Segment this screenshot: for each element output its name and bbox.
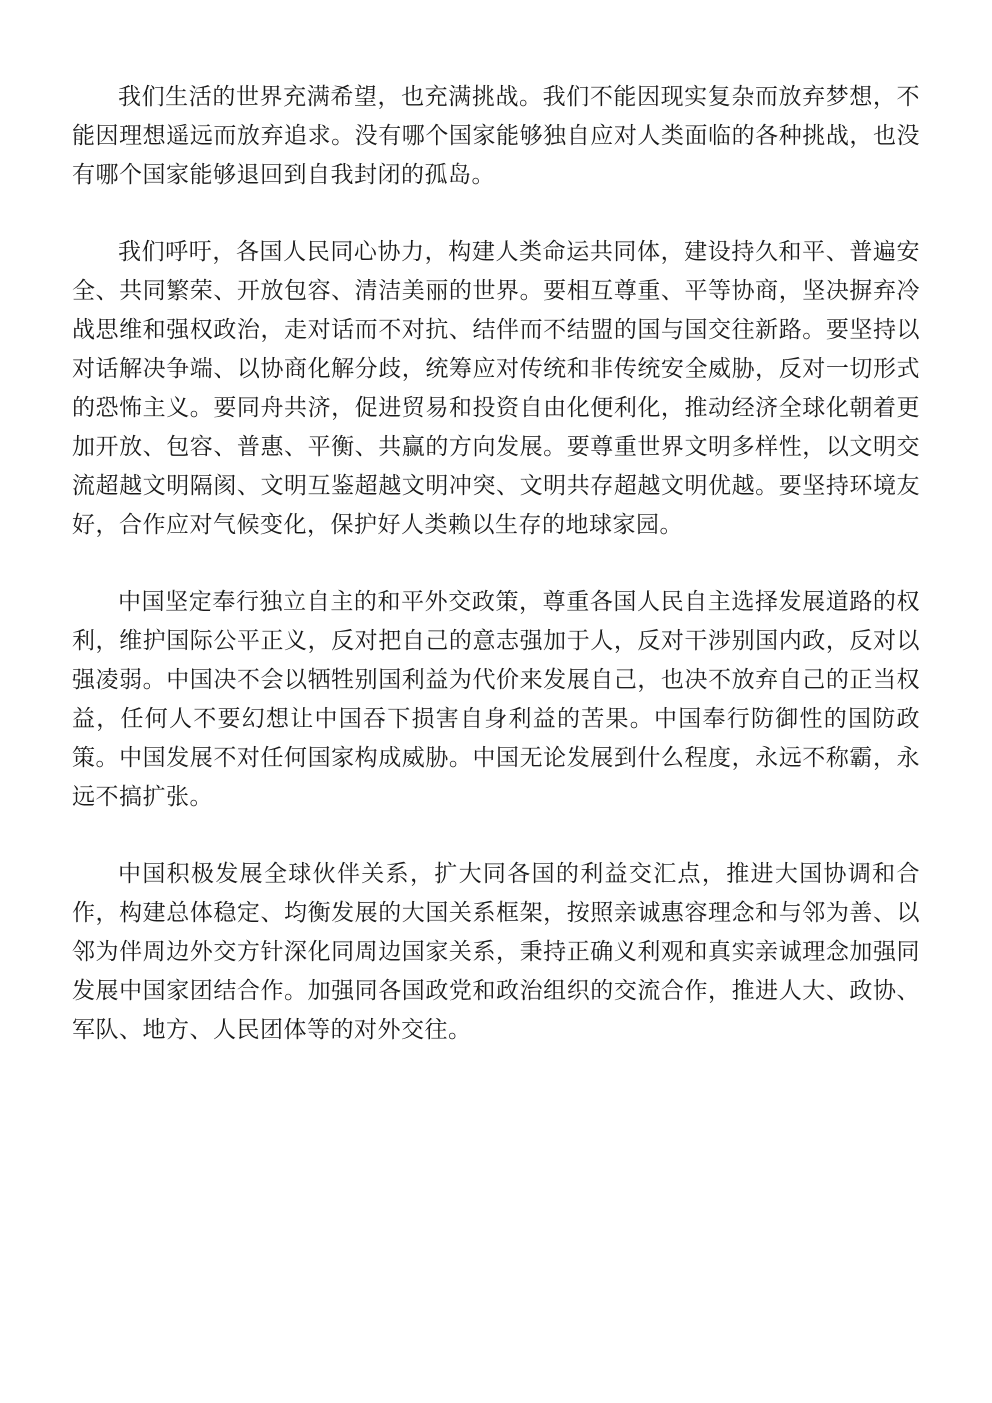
document-body [72,78,920,1088]
paragraph-world-hope: 我们生活的世界充满希望，也充满挑战。我们不能因现实复杂而放弃梦想，不能因理想遥远而放弃追求。没有哪个国家能够独自应对人类面临的各种挑战，也没有哪个国家能够退回到自我封闭的孤岛。 [72,84,920,188]
paragraph-community-shared-future: 我们呼吁，各国人民同心协力，构建人类命运共同体，建设持久和平、普遍安全、共同繁荣、开放包容、清洁美丽的世界。要相互尊重、平等协商，坚决摒弃冷战思维和强权政治，走对话而不对抗、结伴而不结盟的国与国交往新路。要坚持以对话解决争端、以协商化解分歧，统筹应对传统和非传统安全威胁，反对一切形式的恐怖主义。要同舟共济，促进贸易和投资自由化便利化，推动经济全球化朝着更加开放、包容、普惠、平衡、共赢的方向发展。要尊重世界文明多样性，以文明交流超越文明隔阂、文明互鉴超越文明冲突、文明共存超越文明优越。要坚持环境友好，合作应对气候变化，保护好人类赖以生存的地球家园。 [72,239,920,538]
paragraph-global-partnerships: 中国积极发展全球伙伴关系，扩大同各国的利益交汇点，推进大国协调和合作，构建总体稳定、均衡发展的大国关系框架，按照亲诚惠容理念和与邻为善、以邻为伴周边外交方针深化同周边国家关系，秉持正确义利观和真实亲诚理念加强同发展中国家团结合作。加强同各国政党和政治组织的交流合作，推进人大、政协、军队、地方、人民团体等的对外交往。 [72,861,920,1043]
paragraph-independent-foreign-policy: 中国坚定奉行独立自主的和平外交政策，尊重各国人民自主选择发展道路的权利，维护国际公平正义，反对把自己的意志强加于人，反对干涉别国内政，反对以强凌弱。中国决不会以牺牲别国利益为代价来发展自己，也决不放弃自己的正当权益，任何人不要幻想让中国吞下损害自身利益的苦果。中国奉行防御性的国防政策。中国发展不对任何国家构成威胁。中国无论发展到什么程度，永远不称霸，永远不搞扩张。 [72,589,920,810]
